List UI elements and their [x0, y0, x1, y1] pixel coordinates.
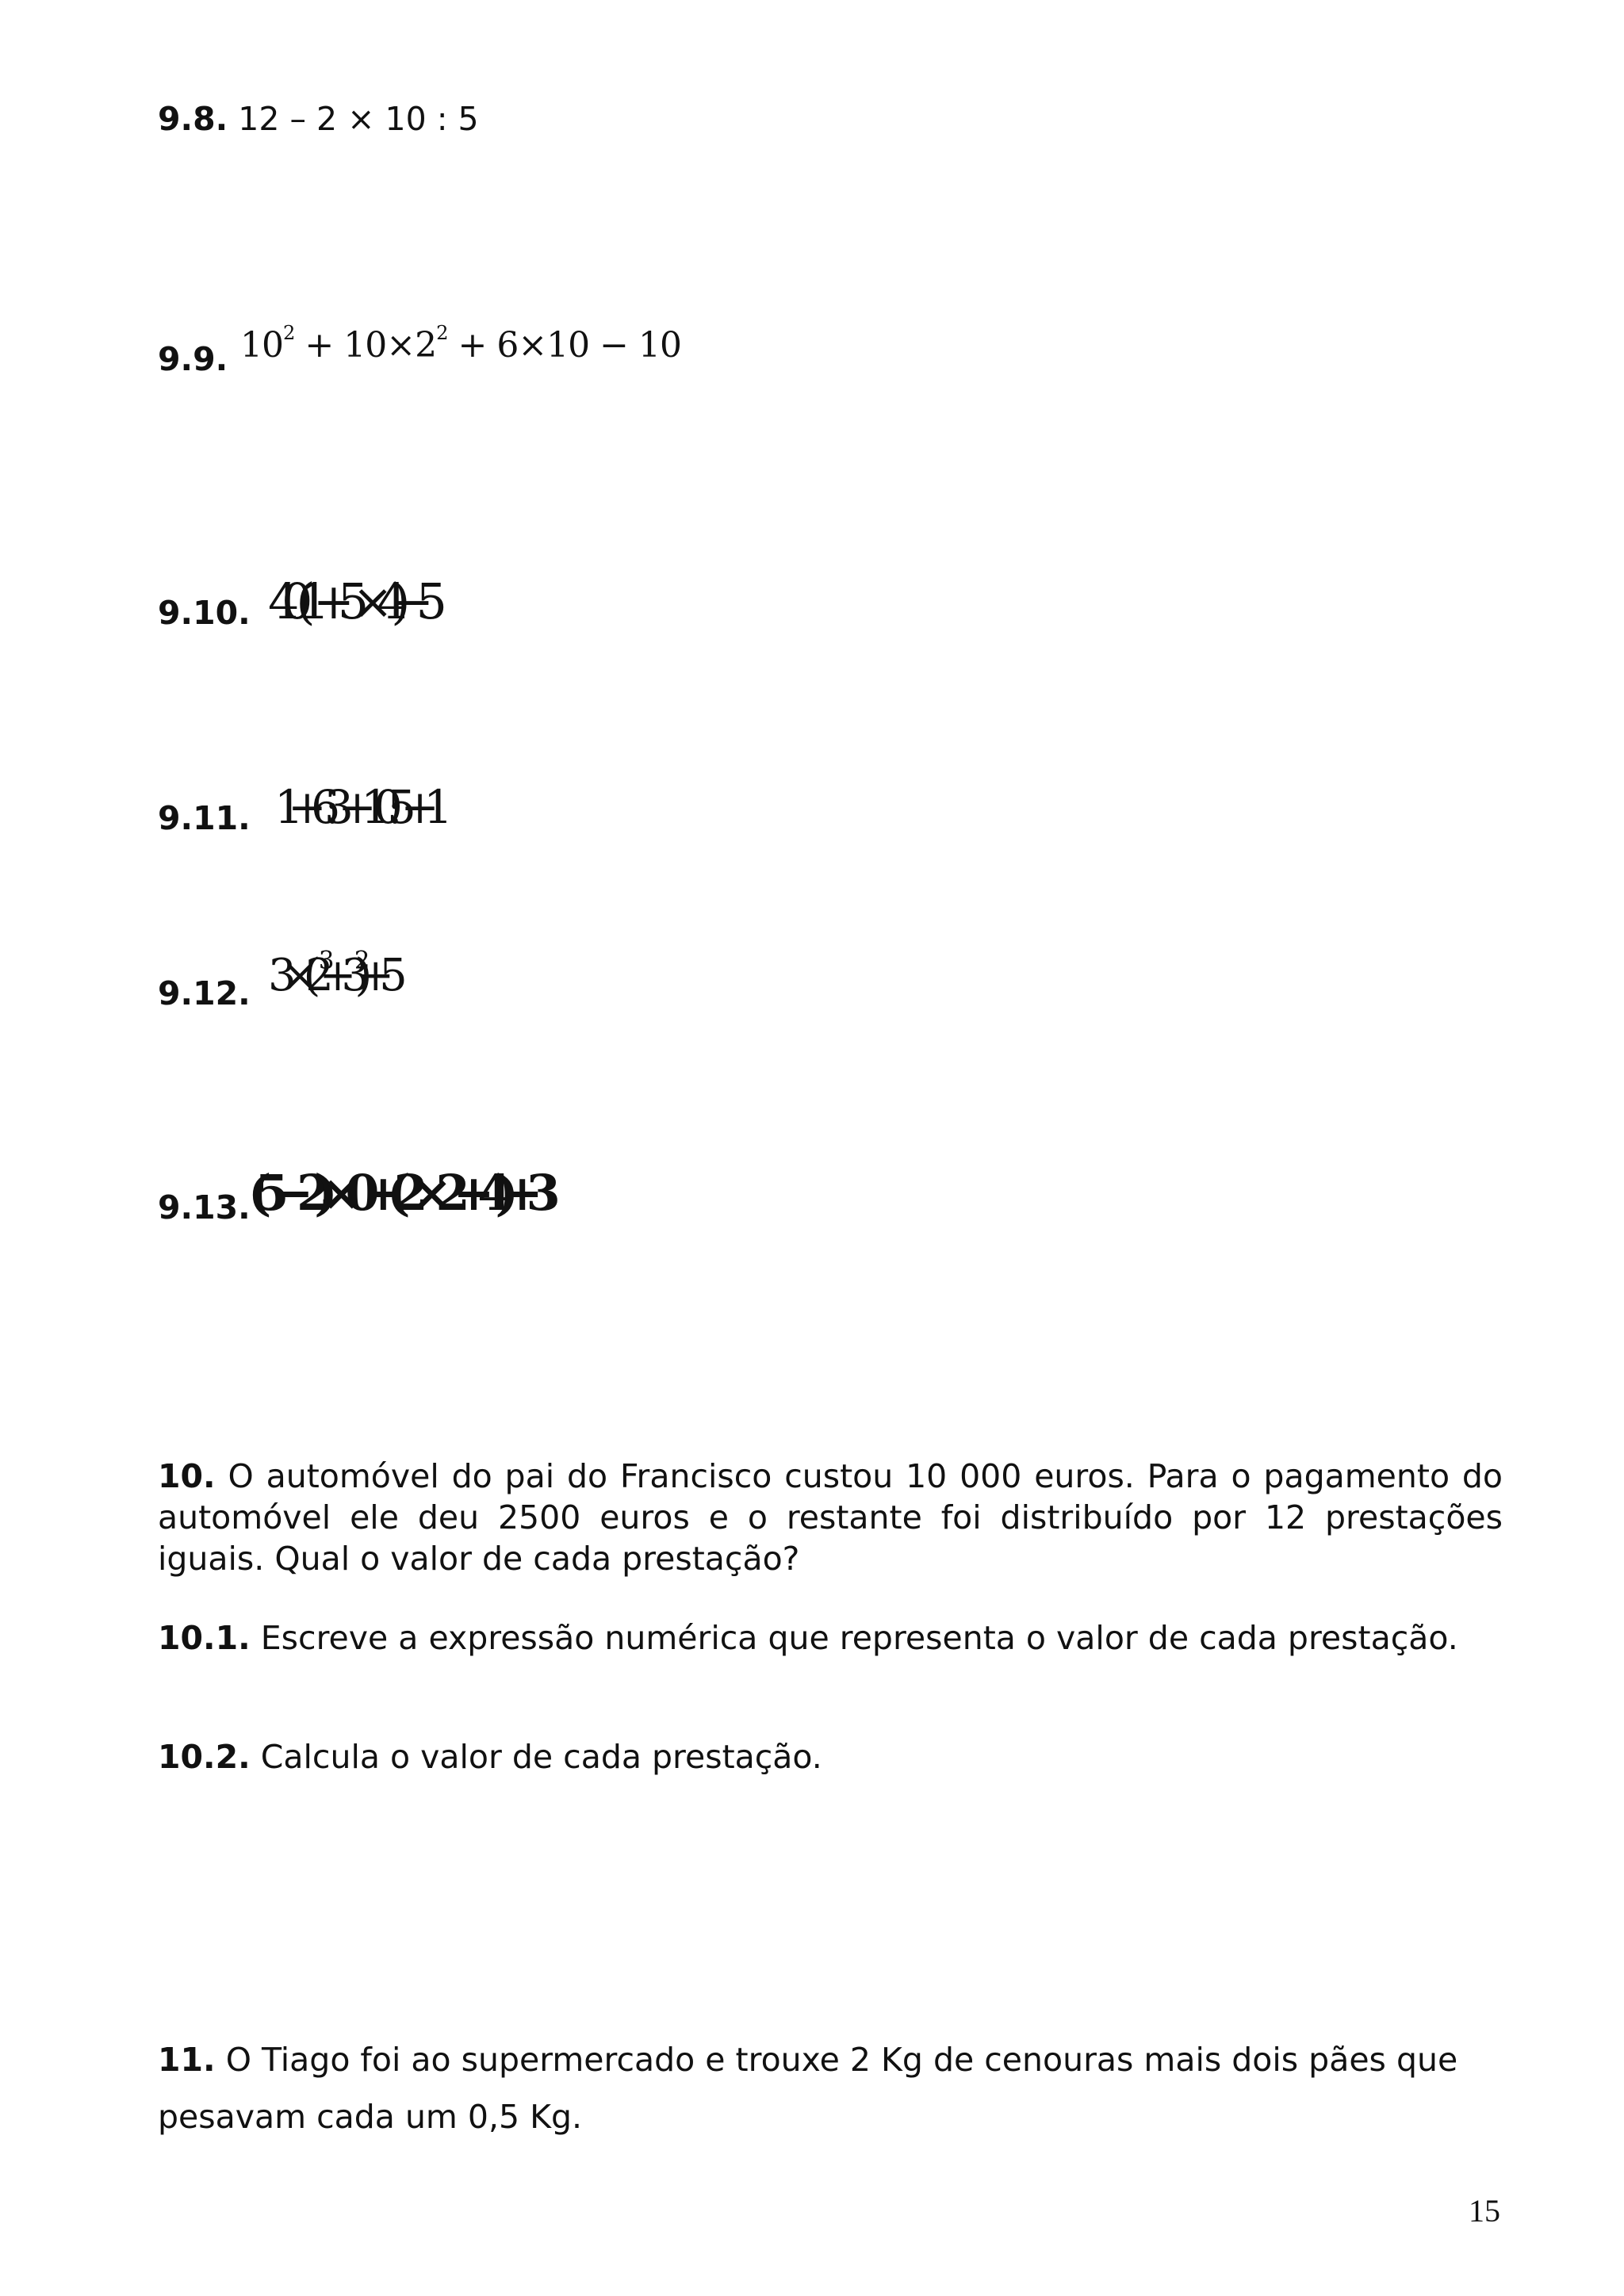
question-10-1 — [158, 1617, 1458, 1659]
formula-part: + 6×10 − 10 — [447, 325, 682, 365]
item-9-9 — [158, 339, 228, 380]
question-11-line2 — [158, 2096, 582, 2137]
formula-part: 3×(2 — [268, 950, 319, 1001]
question-text: O automóvel do pai do Francisco custou 10 000 euros. Para o pagamento do automóvel ele deu 2500 euros e o restante foi distribuído por 12 prestações iguais. Qual o valor de cada prestação? — [158, 1457, 1503, 1578]
formula-9-11 — [274, 780, 437, 834]
question-text: pesavam cada um 0,5 Kg. — [158, 2098, 583, 2136]
formula-part: +3 — [319, 950, 354, 1001]
formula-exponent: 2 — [283, 322, 295, 345]
question-text: O Tiago foi ao supermercado e trouxe 2 Kg de cenouras mais dois pães que — [225, 2041, 1458, 2079]
question-number: 11. — [158, 2041, 216, 2079]
item-number: 9.12. — [158, 974, 251, 1012]
item-number: 9.10. — [158, 594, 251, 632]
formula-part: (5−2)×0+(2×2+4)+3 — [248, 1164, 544, 1222]
item-9-10 — [158, 592, 251, 633]
item-9-11 — [158, 798, 251, 839]
formula-part: + 10×2 — [294, 325, 437, 365]
question-number: 10. — [158, 1457, 216, 1495]
item-9-12 — [158, 973, 251, 1014]
item-9-8 — [158, 98, 479, 140]
formula-part: 10 — [240, 325, 283, 365]
formula-9-10 — [268, 572, 431, 630]
item-number: 9.13. — [158, 1188, 251, 1226]
question-number: 10.1. — [158, 1619, 251, 1657]
formula-9-13 — [248, 1164, 544, 1222]
formula-exponent: 2 — [354, 946, 355, 975]
formula-9-9 — [240, 322, 682, 365]
formula-part: )+5 — [354, 950, 393, 1001]
page-number: 15 — [1469, 2193, 1500, 2229]
question-11-line1 — [158, 2039, 1457, 2080]
item-number: 9.9. — [158, 340, 228, 378]
item-number: 9.11. — [158, 799, 251, 837]
formula-9-12 — [268, 946, 393, 1001]
item-expression: 12 – 2 × 10 : 5 — [238, 100, 479, 138]
question-10-2 — [158, 1736, 822, 1777]
formula-part: 4 0(1+5×4) − 5 — [268, 572, 431, 630]
formula-exponent: 2 — [436, 322, 448, 345]
question-text: Escreve a expressão numérica que representa o valor de cada prestação. — [260, 1619, 1458, 1657]
formula-exponent: 3 — [318, 946, 320, 975]
item-9-13 — [158, 1187, 251, 1228]
question-text: Calcula o valor de cada prestação. — [260, 1738, 822, 1776]
question-10 — [158, 1456, 1503, 1579]
item-number: 9.8. — [158, 100, 228, 138]
question-number: 10.2. — [158, 1738, 251, 1776]
formula-part: 1+6:3+1 0:5+1 — [274, 780, 438, 834]
